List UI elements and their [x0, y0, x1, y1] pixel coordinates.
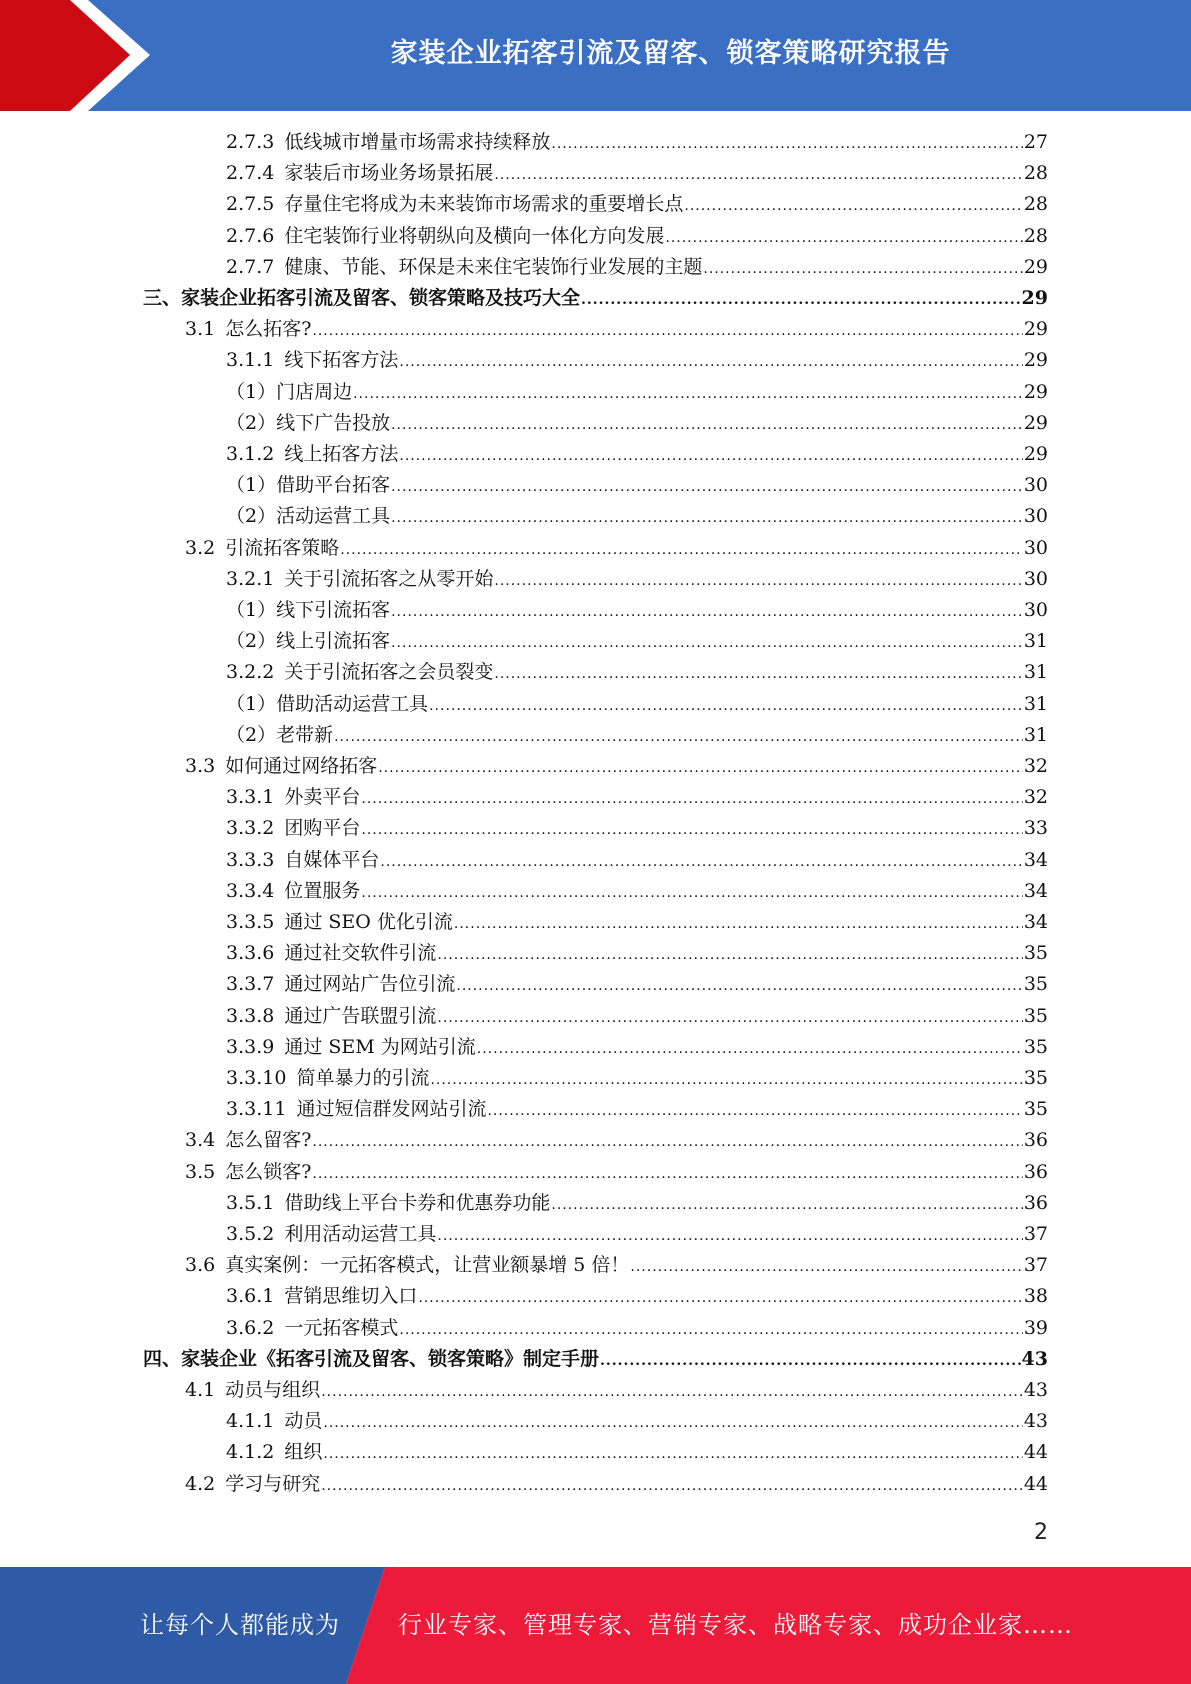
toc-entry-number: 2.7.4 — [226, 162, 275, 185]
toc-leader-dots — [600, 1346, 1021, 1377]
toc-entry-title: 利用活动运营工具 — [284, 1223, 437, 1245]
toc-entry-number: 3.2.1 — [226, 567, 275, 590]
footer-slogan-right: 行业专家、管理专家、营销专家、战略专家、成功企业家…… — [398, 1611, 1073, 1639]
toc-entry-title: 关于引流拓客之从零开始 — [284, 567, 494, 590]
toc-leader-dots — [323, 1408, 1022, 1439]
toc-entry-title: （2）老带新 — [226, 723, 334, 746]
toc-entry-title: 线下拓客方法 — [284, 349, 399, 372]
toc-leader-dots — [334, 722, 1023, 753]
toc-entry-title: 团购平台 — [284, 817, 361, 840]
toc-entry-title: 外卖平台 — [284, 786, 361, 809]
toc-leader-dots — [456, 971, 1022, 1002]
toc-entry[interactable] — [185, 1375, 1048, 1406]
toc-entry-page: 35 — [1023, 1004, 1048, 1027]
toc-entry-page: 29 — [1023, 411, 1048, 434]
toc-entry-title: 怎么锁客? — [225, 1160, 312, 1183]
toc-entry-number: 3.2.2 — [226, 661, 275, 684]
toc-leader-dots — [361, 878, 1022, 909]
toc-entry[interactable] — [226, 345, 1048, 376]
toc-entry-title: （1）线下引流拓客 — [226, 599, 391, 621]
toc-entry-number: 2.7.7 — [226, 255, 275, 278]
toc-entry-page: 31 — [1023, 692, 1048, 715]
toc-leader-dots — [391, 628, 1023, 659]
toc-entry-title: 存量住宅将成为未来装饰市场需求的重要增长点 — [284, 193, 684, 216]
toc-entry-page: 37 — [1023, 1223, 1048, 1245]
toc-entry-number: 3.5.2 — [226, 1223, 275, 1245]
toc-entry-title: 怎么拓客? — [225, 318, 312, 341]
toc-entry-number: 3.1.2 — [226, 443, 275, 465]
toc-leader-dots — [684, 191, 1022, 222]
toc-entry-page: 35 — [1023, 942, 1048, 965]
toc-leader-dots — [429, 691, 1023, 722]
toc-leader-dots — [391, 503, 1023, 534]
toc-leader-dots — [378, 753, 1023, 784]
toc-entry-number: 3.6.1 — [226, 1285, 275, 1308]
toc-leader-dots — [321, 1471, 1023, 1502]
toc-entry-page: 35 — [1023, 973, 1048, 996]
toc-entry-title: （1）门店周边 — [226, 380, 353, 403]
toc-entry-page: 44 — [1023, 1472, 1048, 1495]
toc-entry-number: 3.3.7 — [226, 973, 275, 996]
toc-entry-page: 27 — [1023, 131, 1048, 153]
toc-leader-dots — [321, 1377, 1023, 1408]
toc-entry[interactable] — [226, 408, 1048, 439]
toc-entry[interactable] — [226, 938, 1048, 969]
toc-entry-title: 住宅装饰行业将朝纵向及横向一体化方向发展 — [284, 224, 665, 247]
toc-entry-title: 营销思维切入口 — [284, 1285, 418, 1308]
toc-entry-title: 位置服务 — [284, 879, 361, 902]
toc-entry-title: 借助线上平台卡券和优惠券功能 — [284, 1191, 551, 1214]
toc-entry-number: 2.7.3 — [226, 131, 275, 153]
toc-entry-page: 31 — [1023, 723, 1048, 746]
toc-entry[interactable] — [226, 1281, 1048, 1312]
toc-entry-page: 31 — [1023, 661, 1048, 684]
toc-entry[interactable] — [226, 782, 1048, 813]
toc-leader-dots — [418, 1283, 1022, 1314]
toc-entry-page: 44 — [1023, 1441, 1048, 1464]
toc-entry-page: 36 — [1023, 1191, 1048, 1214]
toc-entry-page: 35 — [1023, 1035, 1048, 1058]
toc-entry-number: 3.2 — [185, 536, 216, 559]
toc-entry[interactable] — [226, 1219, 1048, 1250]
toc-entry[interactable] — [143, 283, 1048, 314]
toc-entry-page: 39 — [1023, 1316, 1048, 1339]
toc-entry-number: 3.6 — [185, 1254, 216, 1277]
toc-entry-title: （1）借助活动运营工具 — [226, 692, 429, 715]
toc-entry[interactable] — [226, 158, 1048, 189]
toc-entry-title: 动员 — [284, 1410, 323, 1433]
toc-entry[interactable] — [226, 1406, 1048, 1437]
toc-leader-dots — [477, 1034, 1023, 1065]
toc-entry-page: 30 — [1023, 599, 1048, 621]
toc-entry-number: 3.4 — [185, 1129, 216, 1152]
toc-leader-dots — [437, 1003, 1022, 1034]
toc-entry-title: 通过短信群发网站引流 — [296, 1098, 487, 1121]
toc-entry[interactable] — [226, 470, 1048, 501]
toc-entry[interactable] — [143, 1344, 1048, 1375]
toc-entry-number: 3.1 — [185, 318, 216, 341]
toc-entry[interactable] — [226, 377, 1048, 408]
toc-entry-title: 一元拓客模式 — [284, 1316, 399, 1339]
toc-leader-dots — [494, 659, 1022, 690]
toc-entry-page: 29 — [1021, 287, 1048, 309]
toc-entry-page: 30 — [1023, 474, 1048, 497]
toc-leader-dots — [487, 1096, 1022, 1127]
toc-entry-title: 通过社交软件引流 — [284, 942, 437, 965]
toc-entry-page: 43 — [1023, 1410, 1048, 1433]
toc-leader-dots — [353, 379, 1023, 410]
toc-entry-page: 38 — [1023, 1285, 1048, 1308]
toc-leader-dots — [399, 347, 1022, 378]
toc-entry[interactable] — [185, 1157, 1048, 1188]
toc-leader-dots — [551, 129, 1022, 160]
toc-entry-number: 3.5.1 — [226, 1191, 275, 1214]
toc-leader-dots — [703, 254, 1022, 285]
toc-entry-number: 3.5 — [185, 1160, 216, 1183]
toc-entry-page: 32 — [1023, 755, 1048, 777]
toc-entry-title: （2）线上引流拓客 — [226, 630, 391, 653]
toc-entry-title: 真实案例：一元拓客模式，让营业额暴增 5 倍！ — [225, 1254, 630, 1277]
page-footer — [0, 1567, 1191, 1684]
toc-entry[interactable] — [226, 221, 1048, 252]
toc-entry[interactable] — [226, 876, 1048, 907]
toc-entry-number: 3.3.11 — [226, 1098, 287, 1121]
toc-entry-title: 通过广告联盟引流 — [284, 1004, 437, 1027]
toc-entry-title: （2）线下广告投放 — [226, 411, 391, 434]
toc-entry-title: 四、家装企业《拓客引流及留客、锁客策略》制定手册 — [143, 1347, 600, 1370]
toc-entry[interactable] — [226, 720, 1048, 751]
toc-entry[interactable] — [226, 1032, 1048, 1063]
toc-entry-title: 自媒体平台 — [284, 848, 380, 871]
toc-entry-title: 简单暴力的引流 — [296, 1067, 430, 1089]
toc-entry-page: 29 — [1023, 349, 1048, 372]
toc-entry-page: 29 — [1023, 255, 1048, 278]
toc-entry[interactable] — [226, 1001, 1048, 1032]
footer-slogan-left: 让每个人都能成为 — [140, 1611, 340, 1639]
toc-entry-number: 3.3.5 — [226, 911, 275, 933]
toc-entry-number: 3.3.2 — [226, 817, 275, 840]
toc-entry-number: 3.3.4 — [226, 879, 275, 902]
toc-entry-number: 3.3.8 — [226, 1004, 275, 1027]
toc-entry-title: 三、家装企业拓客引流及留客、锁客策略及技巧大全 — [143, 287, 581, 309]
toc-leader-dots — [361, 784, 1022, 815]
toc-entry-number: 4.1.2 — [226, 1441, 275, 1464]
toc-entry-page: 37 — [1023, 1254, 1048, 1277]
toc-entry-title: 怎么留客? — [225, 1129, 312, 1152]
toc-entry[interactable] — [226, 657, 1048, 688]
toc-entry[interactable] — [226, 439, 1048, 470]
toc-entry-number: 3.3.10 — [226, 1067, 287, 1089]
toc-entry[interactable] — [226, 1063, 1048, 1094]
toc-entry[interactable] — [185, 1469, 1048, 1500]
toc-entry[interactable] — [226, 564, 1048, 595]
toc-entry-page: 32 — [1023, 786, 1048, 809]
toc-leader-dots — [494, 566, 1022, 597]
toc-leader-dots — [454, 909, 1023, 940]
toc-entry[interactable] — [226, 1094, 1048, 1125]
toc-leader-dots — [391, 597, 1023, 628]
toc-entry-title: 组织 — [284, 1441, 323, 1464]
toc-entry[interactable] — [226, 1313, 1048, 1344]
toc-leader-dots — [551, 1190, 1022, 1221]
toc-entry-number: 2.7.5 — [226, 193, 275, 216]
toc-entry-page: 43 — [1021, 1347, 1048, 1370]
red-arrow-decoration — [0, 0, 150, 111]
toc-entry-page: 36 — [1023, 1129, 1048, 1152]
toc-entry[interactable] — [185, 1250, 1048, 1281]
toc-entry-page: 43 — [1023, 1379, 1048, 1401]
toc-entry-title: 学习与研究 — [225, 1472, 321, 1495]
toc-entry-page: 29 — [1023, 443, 1048, 465]
toc-entry-number: 4.2 — [185, 1472, 216, 1495]
toc-leader-dots — [361, 815, 1022, 846]
toc-entry-page: 28 — [1023, 193, 1048, 216]
toc-entry-title: 线上拓客方法 — [284, 443, 399, 465]
toc-entry[interactable] — [226, 252, 1048, 283]
toc-entry[interactable] — [226, 1188, 1048, 1219]
toc-entry-number: 4.1 — [185, 1379, 216, 1401]
toc-leader-dots — [430, 1065, 1022, 1096]
toc-entry[interactable] — [226, 595, 1048, 626]
toc-entry-page: 30 — [1023, 536, 1048, 559]
toc-entry-title: 引流拓客策略 — [225, 536, 340, 559]
toc-entry-page: 34 — [1023, 911, 1048, 933]
toc-entry-page: 35 — [1023, 1067, 1048, 1089]
toc-entry-page: 30 — [1023, 505, 1048, 528]
toc-entry-title: 动员与组织 — [225, 1379, 321, 1401]
report-title: 家装企业拓客引流及留客、锁客策略研究报告 — [390, 37, 951, 69]
toc-entry-title: （1）借助平台拓客 — [226, 474, 391, 497]
toc-entry[interactable] — [226, 127, 1048, 158]
toc-entry-number: 3.3.1 — [226, 786, 275, 809]
toc-entry[interactable] — [185, 314, 1048, 345]
toc-entry-number: 2.7.6 — [226, 224, 275, 247]
toc-leader-dots — [494, 160, 1022, 191]
toc-entry-title: 如何通过网络拓客 — [225, 755, 378, 777]
toc-entry-number: 3.3.6 — [226, 942, 275, 965]
toc-entry-title: 低线城市增量市场需求持续释放 — [284, 131, 551, 153]
toc-entry[interactable] — [226, 626, 1048, 657]
page-number: 2 — [1034, 1520, 1048, 1545]
toc-entry[interactable] — [185, 1125, 1048, 1156]
toc-entry[interactable] — [226, 907, 1048, 938]
toc-leader-dots — [399, 1315, 1022, 1346]
toc-leader-dots — [312, 1127, 1022, 1158]
toc-entry-title: （2）活动运营工具 — [226, 505, 391, 528]
toc-entry-number: 3.6.2 — [226, 1316, 275, 1339]
toc-entry-title: 通过 SEO 优化引流 — [284, 911, 453, 933]
toc-entry-page: 31 — [1023, 630, 1048, 653]
toc-leader-dots — [399, 441, 1022, 472]
toc-entry-page: 29 — [1023, 380, 1048, 403]
toc-leader-dots — [437, 940, 1022, 971]
toc-entry[interactable] — [226, 189, 1048, 220]
toc-entry-page: 28 — [1023, 224, 1048, 247]
toc-entry-number: 3.3.9 — [226, 1035, 275, 1058]
toc-entry[interactable] — [226, 845, 1048, 876]
toc-entry-number: 3.3.3 — [226, 848, 275, 871]
toc-entry[interactable] — [185, 533, 1048, 564]
toc-entry-page: 35 — [1023, 1098, 1048, 1121]
toc-entry[interactable] — [226, 813, 1048, 844]
toc-leader-dots — [380, 847, 1022, 878]
toc-leader-dots — [312, 316, 1022, 347]
toc-leader-dots — [437, 1221, 1022, 1252]
toc-entry-page: 30 — [1023, 567, 1048, 590]
toc-entry[interactable] — [226, 969, 1048, 1000]
toc-entry[interactable] — [226, 689, 1048, 720]
toc-entry-number: 4.1.1 — [226, 1410, 275, 1433]
toc-entry-title: 健康、节能、环保是未来住宅装饰行业发展的主题 — [284, 255, 703, 278]
toc-leader-dots — [665, 223, 1022, 254]
toc-leader-dots — [581, 285, 1021, 316]
toc-leader-dots — [391, 472, 1023, 503]
toc-entry-page: 29 — [1023, 318, 1048, 341]
toc-entry-title: 通过网站广告位引流 — [284, 973, 456, 996]
toc-leader-dots — [630, 1252, 1022, 1283]
toc-entry-title: 关于引流拓客之会员裂变 — [284, 661, 494, 684]
toc-entry-page: 36 — [1023, 1160, 1048, 1183]
toc-leader-dots — [340, 535, 1023, 566]
toc-entry-page: 28 — [1023, 162, 1048, 185]
toc-entry-page: 33 — [1023, 817, 1048, 840]
toc-entry-page: 34 — [1023, 848, 1048, 871]
toc-entry-number: 3.1.1 — [226, 349, 275, 372]
toc-entry-title: 家装后市场业务场景拓展 — [284, 162, 494, 185]
toc-entry-number: 3.3 — [185, 755, 216, 777]
toc-entry[interactable] — [185, 751, 1048, 782]
toc-entry[interactable] — [226, 1437, 1048, 1468]
toc-leader-dots — [312, 1159, 1022, 1190]
toc-entry-title: 通过 SEM 为网站引流 — [284, 1035, 476, 1058]
toc-leader-dots — [323, 1439, 1022, 1470]
toc-leader-dots — [391, 410, 1023, 441]
page-header — [0, 0, 1191, 111]
toc-entry[interactable] — [226, 501, 1048, 532]
toc-entry-page: 34 — [1023, 879, 1048, 902]
